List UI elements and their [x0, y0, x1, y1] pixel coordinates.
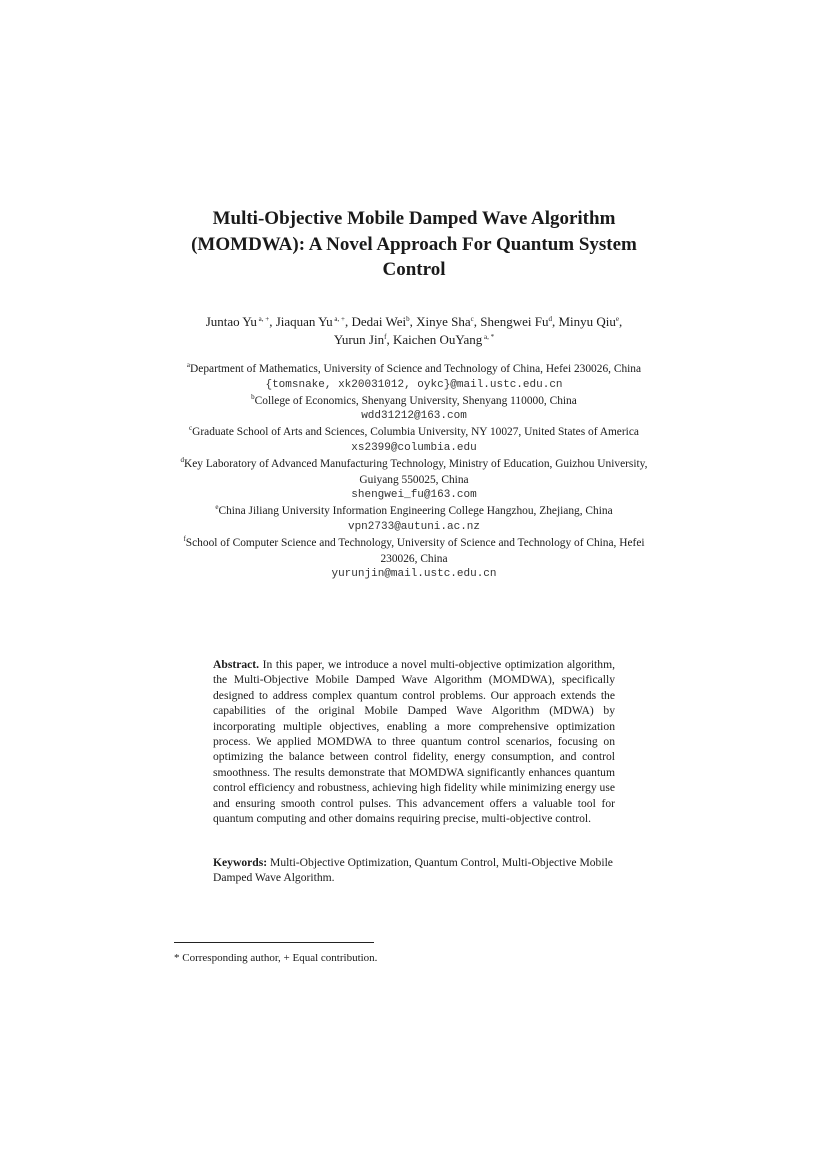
- affiliation: $^c$Graduate School of Arts and Sciences, Columbia University, NY 10027, United States of America xs2399@columbia.edu: [175, 425, 653, 456]
- author-email: xs2399@columbia.edu: [351, 441, 477, 454]
- abstract: [213, 657, 615, 826]
- author: Minyu Qiu$^e$: [558, 314, 620, 329]
- affiliation: $^e$China Jiliang University Information Engineering College Hangzhou, Zhejiang, China vpn2733@autuni.ac.nz: [175, 504, 653, 535]
- abstract-text: In this paper, we introduce a novel multi-objective optimization algorithm, the Multi-Objective Mobile Damped Wave Algorithm (MOMDWA), specifically designed to address complex quantum control problems. Our approach extends the capabilities of the original Mobile Damped Wave Algorithm (MDWA) by incorporating multiple objectives, enabling a more comprehensive optimization process. We applied MOMDWA to three quantum control scenarios, focusing on optimizing the balance between control fidelity, energy consumption, and control smoothness. The results demonstrate that MOMDWA significantly enhances quantum control efficiency and robustness, achieving high fidelity while minimizing energy use and ensuring smooth control pulses. This advancement offers a valuable tool for quantum computing and other domains requiring precise, multi-objective control.: [213, 658, 615, 826]
- affiliation: $^f$School of Computer Science and Technology, University of Science and Technology of China, Hefei 230026, China yurunjin@mail.ustc.edu.cn: [175, 536, 653, 583]
- author: Juntao Yu $^{a, +}$: [205, 314, 270, 329]
- title-line: Multi-Objective Mobile Damped Wave Algorithm: [212, 208, 616, 229]
- author: Shengwei Fu$^d$: [480, 314, 552, 329]
- author-email: wdd31212@163.com: [361, 410, 467, 423]
- author: Kaichen OuYang $^{a, *}$: [392, 332, 495, 347]
- author: Jiaquan Yu $^{a, +}$: [275, 314, 345, 329]
- title-line: Control: [382, 259, 446, 280]
- author-email: yurunjin@mail.ustc.edu.cn: [331, 568, 497, 581]
- author-email: vpn2733@autuni.ac.nz: [347, 520, 481, 533]
- paper-title: [150, 206, 678, 283]
- author: Yurun Jin$^f$: [333, 332, 387, 347]
- author-email: shengwei_fu@163.com: [351, 489, 477, 502]
- author: Xinye Sha$^c$: [416, 314, 474, 329]
- abstract-label: Abstract.: [213, 658, 260, 671]
- footnote: * Corresponding author, + Equal contribution.: [174, 952, 378, 964]
- keywords-label: Keywords:: [213, 856, 268, 869]
- affiliation: $^b$College of Economics, Shenyang University, Shenyang 110000, China wdd31212@163.com: [175, 394, 653, 425]
- keywords: [213, 855, 615, 886]
- footnote-rule: [174, 942, 374, 943]
- keywords-text: Multi-Objective Optimization, Quantum Control, Multi-Objective Mobile Damped Wave Algorithm.: [213, 856, 613, 885]
- affiliation: $^a$Department of Mathematics, University of Science and Technology of China, Hefei 230026, China {tomsnake, xk20031012, oykc}@mail.ustc.edu.cn: [175, 362, 653, 393]
- author: Dedai Wei$^b$: [351, 314, 410, 329]
- affiliation: $^d$Key Laboratory of Advanced Manufacturing Technology, Ministry of Education, Guizhou University, Guiyang 550025, China shengwei_fu@163.com: [175, 457, 653, 504]
- affiliation-list: [175, 362, 653, 583]
- author-email: {tomsnake, xk20031012, oykc}@mail.ustc.edu.cn: [265, 378, 563, 391]
- author-list: Juntao Yu $^{a, +}$, Jiaquan Yu $^{a, +}$, Dedai Wei$^b$, Xinye Sha$^c$, Shengwei Fu$^d$, Minyu Qiu$^e$, Yurun Jin$^f$, Kaichen OuYang $^{a, *}$: [205, 314, 623, 347]
- title-line: (MOMDWA): A Novel Approach For Quantum System: [191, 233, 637, 255]
